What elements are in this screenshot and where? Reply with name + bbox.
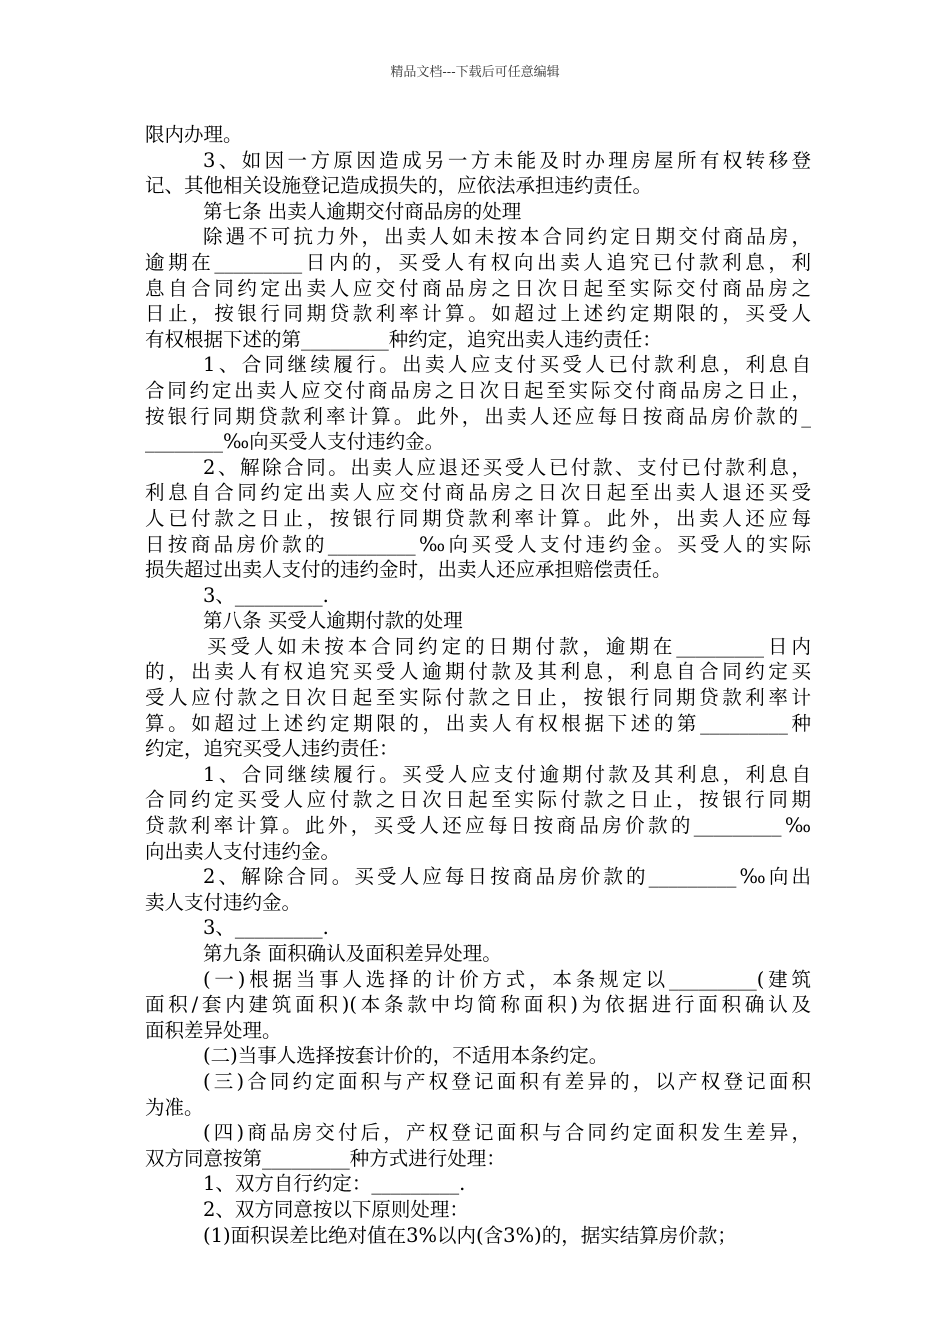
text-line: 买受人如未按本合同约定的日期付款，逾期在_________日内	[207, 634, 811, 658]
text-line: 合同约定买受人应付款之日次日起至实际付款之日止，按银行同期	[145, 788, 811, 812]
text-line: ________‰向买受人支付违约金。	[145, 430, 445, 454]
contract-body	[145, 122, 811, 1248]
text-line: 贷款利率计算。此外，买受人还应每日按商品房价款的_________‰	[145, 814, 811, 838]
text-line: 1、合同继续履行。买受人应支付逾期付款及其利息，利息自	[203, 762, 811, 786]
text-line: 损失超过出卖人支付的违约金时，出卖人还应承担赔偿责任。	[145, 558, 672, 582]
text-line: 双方同意按第_________种方式进行处理：	[145, 1146, 506, 1170]
text-line: (一)根据当事人选择的计价方式，本条规定以_________(建筑	[203, 967, 811, 991]
text-line: 逾期在_________日内的，买受人有权向出卖人追究已付款利息，利	[145, 250, 811, 274]
text-line: 向出卖人支付违约金。	[145, 839, 341, 863]
text-line: 第九条 面积确认及面积差异处理。	[203, 942, 502, 965]
text-line: 1、双方自行约定：_________.	[203, 1172, 466, 1196]
text-line: 合同约定出卖人应交付商品房之日次日起至实际交付商品房之日止，	[145, 378, 811, 402]
text-line: 面积/套内建筑面积)(本条款中均简称面积)为依据进行面积确认及	[145, 993, 811, 1017]
text-line: 利息自合同约定出卖人应交付商品房之日次日起至出卖人退还买受	[145, 481, 811, 505]
text-line: 人已付款之日止，按银行同期贷款利率计算。此外，出卖人还应每	[145, 506, 811, 530]
text-line: 第七条 出卖人逾期交付商品房的处理	[203, 199, 522, 223]
text-line: 2、双方同意按以下原则处理：	[203, 1197, 469, 1221]
text-line: (1)面积误差比绝对值在3%以内(含3%)的，据实结算房价款；	[203, 1223, 737, 1247]
text-line: 第八条 买受人逾期付款的处理	[203, 609, 463, 633]
text-line: 2、解除合同。出卖人应退还买受人已付款、支付已付款利息，	[203, 455, 811, 479]
text-line: 算。如超过上述约定期限的，出卖人有权根据下述的第_________种	[145, 711, 811, 735]
text-line: 卖人支付违约金。	[145, 890, 302, 914]
text-line: 受人应付款之日次日起至实际付款之日止，按银行同期贷款利率计	[145, 686, 811, 710]
text-line: 3、_________.	[203, 583, 329, 607]
text-line: (三)合同约定面积与产权登记面积有差异的，以产权登记面积	[203, 1069, 811, 1093]
text-line: 限内办理。	[145, 123, 243, 146]
text-line: 日止，按银行同期贷款利率计算。如超过上述约定期限的，买受人	[145, 302, 811, 326]
text-line: 为准。	[145, 1095, 204, 1119]
text-line: (四)商品房交付后，产权登记面积与合同约定面积发生差异，	[203, 1121, 811, 1145]
text-line: 3、_________.	[203, 916, 329, 940]
text-line: 1、合同继续履行。出卖人应支付买受人已付款利息，利息自	[203, 353, 811, 377]
text-line: 的，出卖人有权追究买受人逾期付款及其利息，利息自合同约定买	[145, 660, 811, 684]
text-line: 除遇不可抗力外，出卖人如未按本合同约定日期交付商品房，	[203, 225, 811, 249]
text-line: 面积差异处理。	[145, 1018, 282, 1042]
text-line: 日按商品房价款的_________‰向买受人支付违约金。买受人的实际	[145, 532, 811, 556]
text-line: 按银行同期贷款利率计算。此外，出卖人还应每日按商品房价款的_	[145, 404, 811, 428]
text-line: (二)当事人选择按套计价的，不适用本条约定。	[203, 1044, 609, 1068]
text-line: 3、如因一方原因造成另一方未能及时办理房屋所有权转移登	[203, 148, 811, 172]
text-line: 息自合同约定出卖人应交付商品房之日次日起至实际交付商品房之	[145, 276, 811, 300]
text-line: 有权根据下述的第_________种约定，追究出卖人违约责任：	[145, 327, 662, 351]
text-line: 记、其他相关设施登记造成损失的，应依法承担违约责任。	[145, 174, 653, 198]
text-line: 2、解除合同。买受人应每日按商品房价款的_________‰向出	[203, 865, 811, 889]
text-line: 约定，追究买受人违约责任：	[145, 737, 399, 761]
page-header: 精品文档---下载后可任意编辑	[390, 65, 560, 80]
